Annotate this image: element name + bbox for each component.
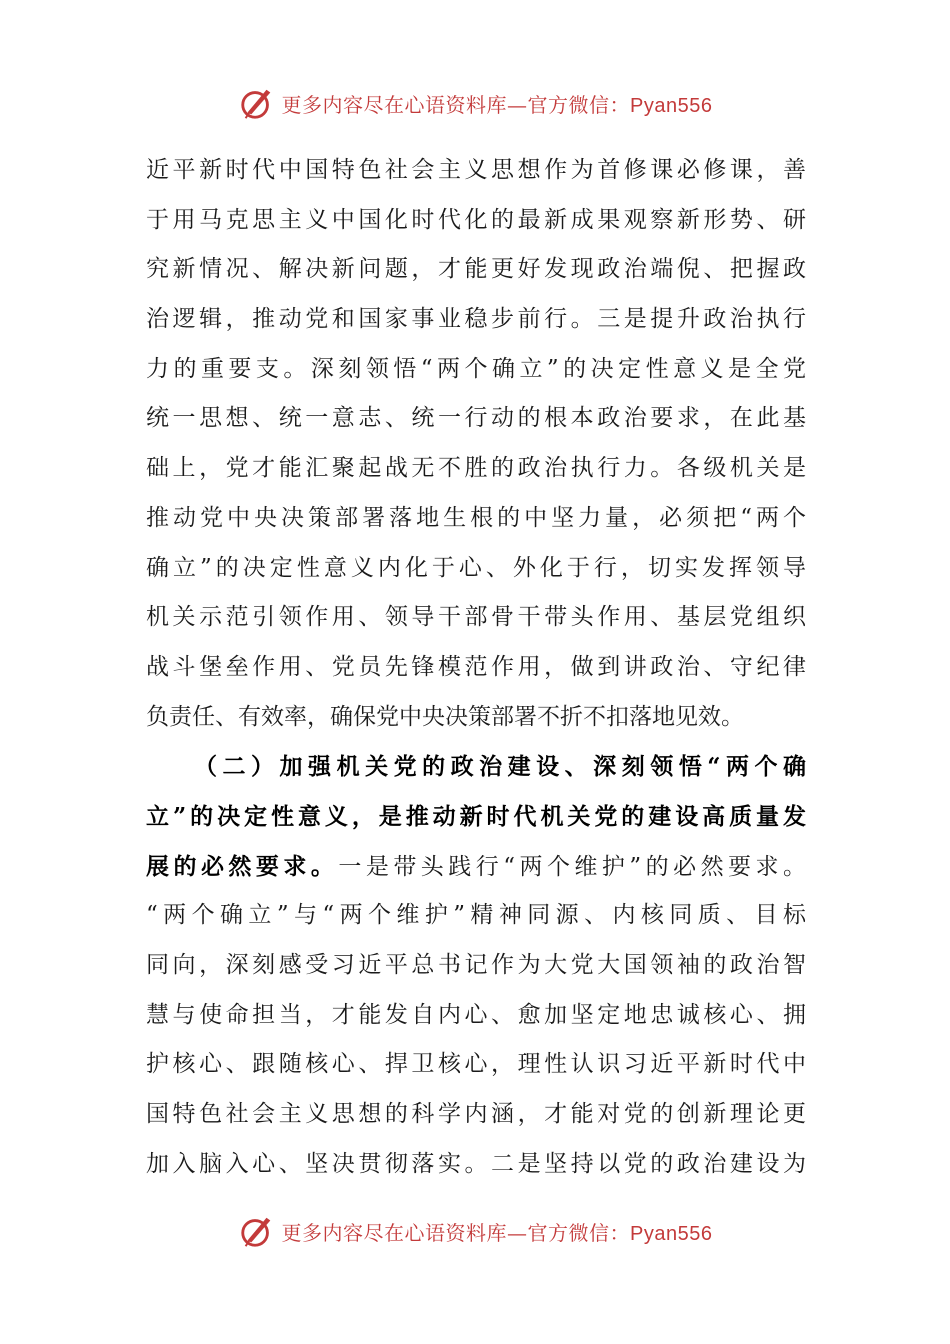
text-line: 近平新时代中国特色社会主义思想作为首修课必修课，善 (146, 157, 806, 183)
watermark-banner-bottom (0, 1206, 950, 1256)
watermark-banner-top (0, 78, 950, 128)
text-line: 治逻辑，推动党和国家事业稳步前行。三是提升政治执行 (146, 306, 806, 333)
text-line: 战斗堡垒作用、党员先锋模范作用，做到讲政治、守纪律 (146, 653, 806, 680)
text-line: 确立”的决定性意义内化于心、外化于行，切实发挥领导 (146, 554, 806, 581)
text-line: 国特色社会主义思想的科学内涵，才能对党的创新理论更 (146, 1101, 806, 1128)
watermark-text: 更多内容尽在心语资料库—官方微信：Pyan556 (281, 92, 713, 117)
text-line: 究新情况、解决新问题，才能更好发现政治端倪、把握政 (146, 256, 806, 283)
text-line: 推动党中央决策部署落地生根的中坚力量，必须把“两个 (146, 504, 806, 531)
document-body (146, 146, 806, 1189)
watermark-text: 更多内容尽在心语资料库—官方微信：Pyan556 (281, 1220, 713, 1245)
text-line: 负责任、有效率，确保党中央决策部署不折不扣落地见效。 (146, 703, 744, 730)
wechat-id: Pyan556 (630, 94, 713, 117)
quill-logo-icon (238, 1212, 276, 1250)
text-line: 础上，党才能汇聚起战无不胜的政治执行力。各级机关是 (146, 455, 806, 482)
text-line: 护核心、跟随核心、捍卫核心，理性认识习近平新时代中 (146, 1051, 806, 1078)
section-heading-line: （二）加强机关党的政治建设、深刻领悟“两个确 (194, 753, 806, 781)
wechat-id: Pyan556 (630, 1222, 713, 1245)
text-line: 于用马克思主义中国化时代化的最新成果观察新形势、研 (146, 206, 806, 233)
section-heading-line: 展的必然要求。一是带头践行“两个维护”的必然要求。 (146, 852, 806, 880)
text-line: “两个确立”与“两个维护”精神同源、内核同质、目标 (146, 902, 806, 929)
text-line: 加入脑入心、坚决贯彻落实。二是坚持以党的政治建设为 (146, 1150, 806, 1177)
text-line: 同向，深刻感受习近平总书记作为大党大国领袖的政治智 (146, 952, 806, 978)
section-heading-line: 立”的决定性意义，是推动新时代机关党的建设高质量发 (146, 802, 806, 830)
text-line: 慧与使命担当，才能发自内心、愈加坚定地忠诚核心、拥 (146, 1001, 806, 1028)
text-line: 统一思想、统一意志、统一行动的根本政治要求，在此基 (146, 405, 806, 432)
quill-logo-icon (238, 84, 276, 122)
text-line: 力的重要支。深刻领悟“两个确立”的决定性意义是全党 (146, 355, 806, 382)
text-line: 机关示范引领作用、领导干部骨干带头作用、基层党组织 (146, 604, 806, 631)
